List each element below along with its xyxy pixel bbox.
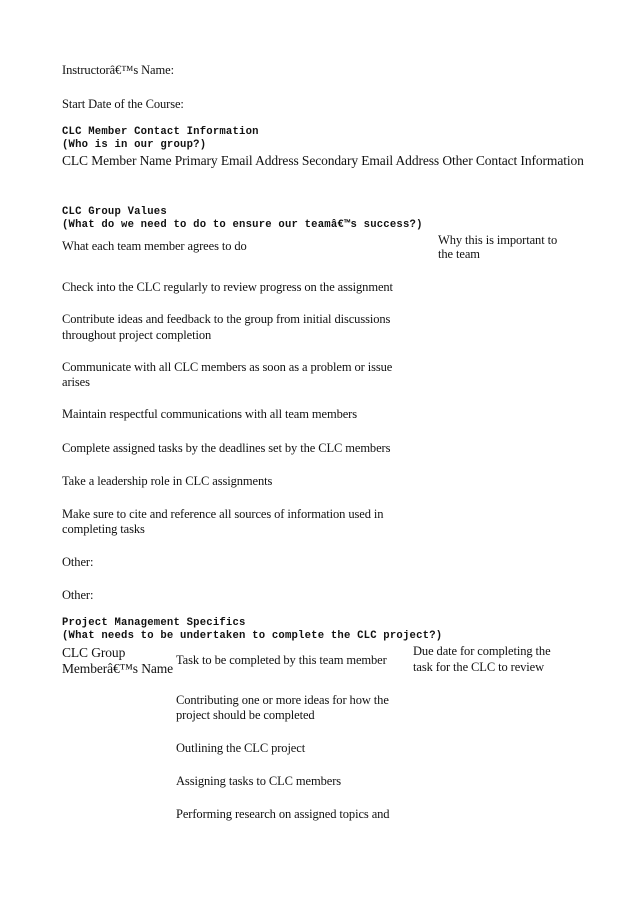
project-heading: Project Management Specifics (62, 617, 246, 629)
project-col-due-2: task for the CLC to review (413, 660, 545, 674)
project-col-task: Task to be completed by this team member (176, 653, 387, 667)
value-row-6: Take a leadership role in CLC assignments (62, 474, 273, 488)
value-row-5: Complete assigned tasks by the deadlines set by the CLC members (62, 441, 391, 455)
values-col-why-1: Why this is important to (438, 233, 558, 247)
value-row-2: Contribute ideas and feedback to the group from initial discussions (62, 312, 391, 326)
values-col-agrees: What each team member agrees to do (62, 239, 247, 253)
contact-heading: CLC Member Contact Information (62, 126, 259, 138)
value-row-7-cont: completing tasks (62, 522, 145, 536)
instructor-name-label: Instructorâ€™s Name: (62, 63, 174, 77)
value-row-1: Check into the CLC regularly to review progress on the assignment (62, 280, 393, 294)
task-row-1: Contributing one or more ideas for how the (176, 693, 389, 707)
value-row-2-cont: throughout project completion (62, 328, 212, 342)
task-row-4: Performing research on assigned topics and (176, 807, 390, 821)
task-row-2: Outlining the CLC project (176, 741, 306, 755)
value-row-3-cont: arises (62, 375, 90, 389)
project-col-member-2: Memberâ€™s Name (62, 661, 174, 676)
value-row-other-2: Other: (62, 588, 94, 602)
task-row-1-cont: project should be completed (176, 708, 315, 722)
project-col-member-1: CLC Group (62, 645, 126, 660)
project-subheading: (What needs to be undertaken to complete the CLC project?) (62, 630, 443, 642)
value-row-7: Make sure to cite and reference all sources of information used in (62, 507, 384, 521)
task-row-3: Assigning tasks to CLC members (176, 774, 342, 788)
values-heading: CLC Group Values (62, 206, 167, 218)
value-row-3: Communicate with all CLC members as soon as a problem or issue (62, 360, 393, 374)
contact-subheading: (Who is in our group?) (62, 139, 207, 151)
value-row-other-1: Other: (62, 555, 94, 569)
project-col-due-1: Due date for completing the (413, 644, 551, 658)
start-date-label: Start Date of the Course: (62, 97, 184, 111)
values-col-why-2: the team (438, 247, 480, 261)
values-subheading: (What do we need to do to ensure our teamâ€™s success?) (62, 219, 423, 231)
value-row-4: Maintain respectful communications with all team members (62, 407, 358, 421)
contact-columns: CLC Member Name Primary Email Address Secondary Email Address Other Contact Information (62, 153, 584, 168)
